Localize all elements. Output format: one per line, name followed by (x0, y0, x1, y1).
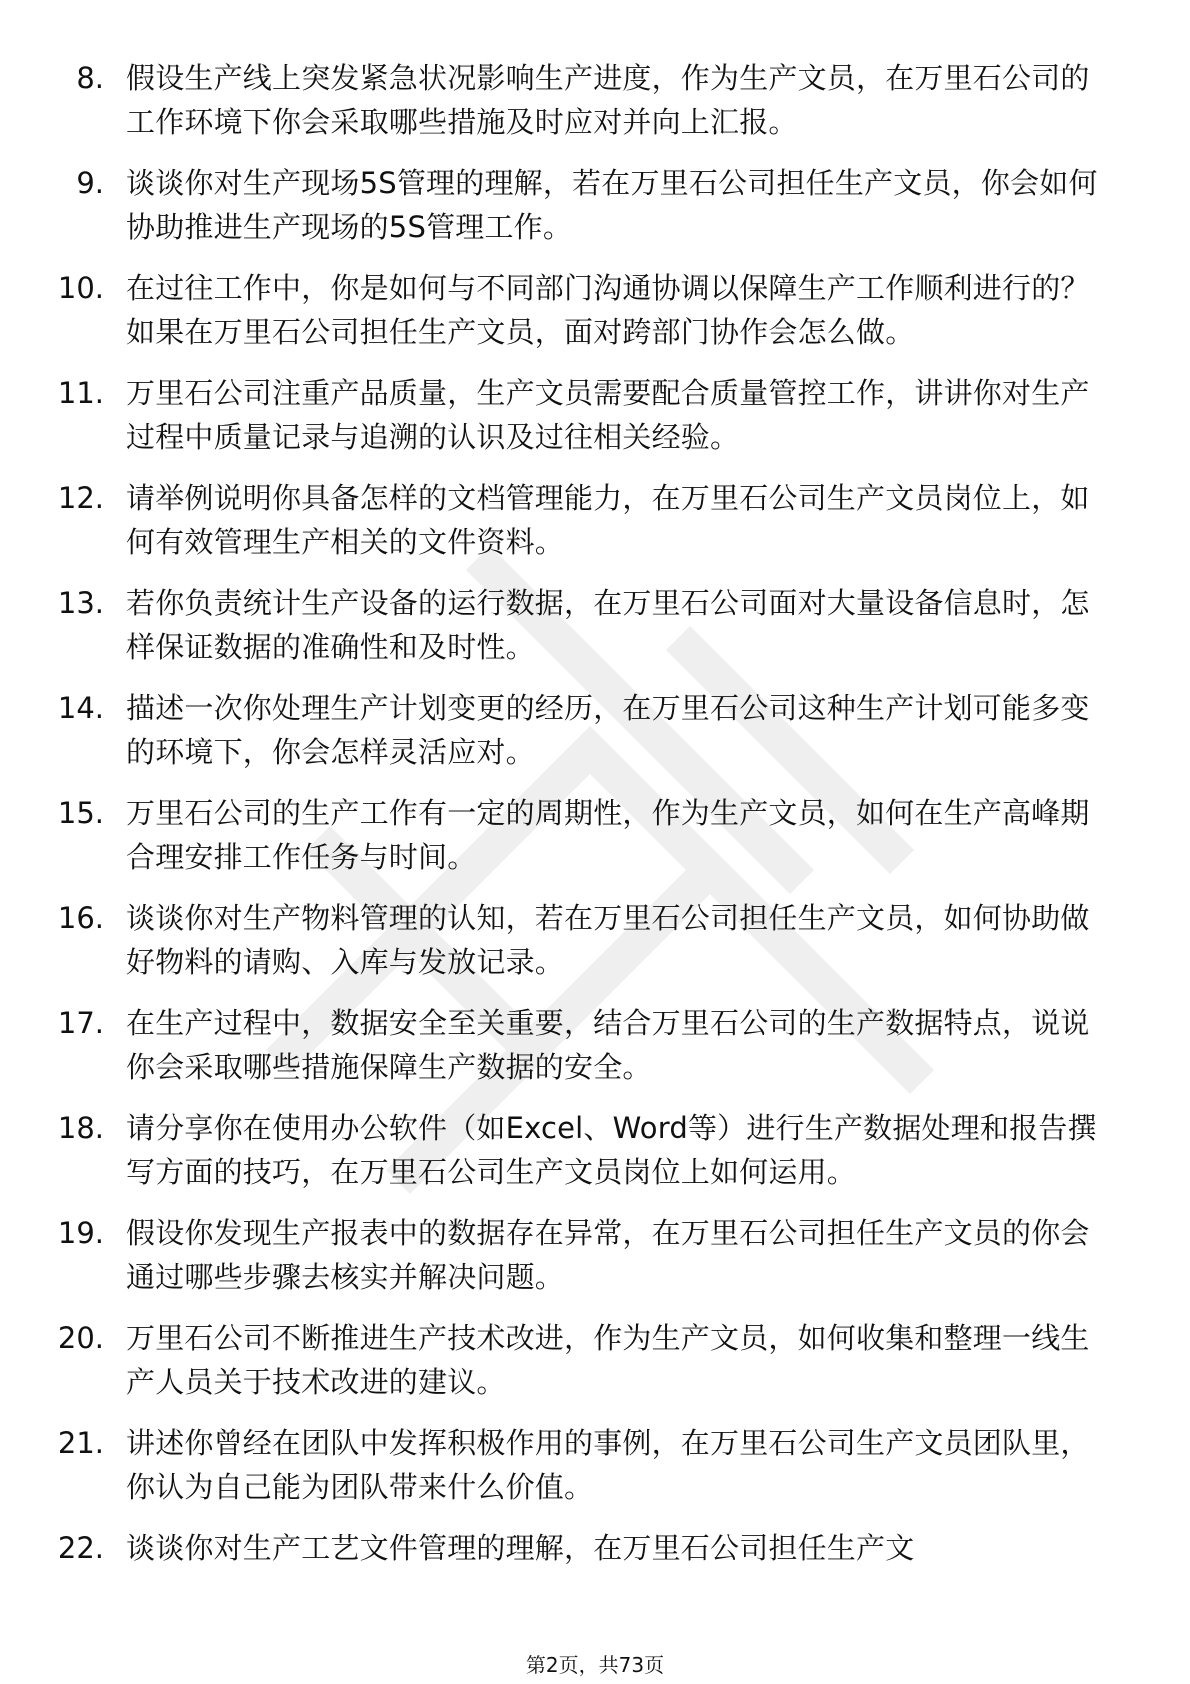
question-number: 22. (57, 1531, 104, 1565)
question-text: 谈谈你对生产物料管理的认知，若在万里石公司担任生产文员，如何协助做好物料的请购、入库与发放记录。 (126, 901, 1090, 979)
list-item (0, 791, 1190, 879)
list-item (0, 1421, 1190, 1509)
question-list (0, 56, 1190, 1587)
question-number: 9. (76, 166, 104, 200)
list-item (0, 56, 1190, 144)
question-text: 讲述你曾经在团队中发挥积极作用的事例，在万里石公司生产文员团队里，你认为自己能为团队带来什么价值。 (126, 1426, 1090, 1504)
list-item (0, 1316, 1190, 1404)
question-number: 17. (57, 1006, 104, 1040)
question-number: 15. (57, 796, 104, 830)
question-text: 在生产过程中，数据安全至关重要，结合万里石公司的生产数据特点，说说你会采取哪些措施保障生产数据的安全。 (126, 1006, 1090, 1084)
page-footer: 第2页，共73页 (525, 1653, 665, 1677)
list-item (0, 1526, 1190, 1570)
question-text: 描述一次你处理生产计划变更的经历，在万里石公司这种生产计划可能多变的环境下，你会怎样灵活应对。 (126, 691, 1090, 769)
list-item (0, 476, 1190, 564)
question-text: 请举例说明你具备怎样的文档管理能力，在万里石公司生产文员岗位上，如何有效管理生产相关的文件资料。 (126, 481, 1090, 559)
question-number: 10. (57, 271, 104, 305)
question-number: 16. (57, 901, 104, 935)
question-text: 谈谈你对生产现场5S管理的理解，若在万里石公司担任生产文员，你会如何协助推进生产现场的5S管理工作。 (126, 166, 1098, 244)
question-number: 8. (76, 61, 104, 95)
list-item (0, 1106, 1190, 1194)
list-item (0, 1211, 1190, 1299)
list-item (0, 1001, 1190, 1089)
question-number: 14. (57, 691, 104, 725)
list-item (0, 161, 1190, 249)
question-text: 假设生产线上突发紧急状况影响生产进度，作为生产文员，在万里石公司的工作环境下你会采取哪些措施及时应对并向上汇报。 (126, 61, 1090, 139)
question-number: 18. (57, 1111, 104, 1145)
question-text: 请分享你在使用办公软件（如Excel、Word等）进行生产数据处理和报告撰写方面的技巧，在万里石公司生产文员岗位上如何运用。 (126, 1111, 1097, 1189)
question-number: 12. (57, 481, 104, 515)
list-item (0, 266, 1190, 354)
question-text: 万里石公司的生产工作有一定的周期性，作为生产文员，如何在生产高峰期合理安排工作任务与时间。 (126, 796, 1090, 874)
question-text: 谈谈你对生产工艺文件管理的理解，在万里石公司担任生产文 (126, 1531, 915, 1565)
question-text: 在过往工作中，你是如何与不同部门沟通协调以保障生产工作顺利进行的？如果在万里石公司担任生产文员，面对跨部门协作会怎么做。 (126, 271, 1090, 349)
question-text: 万里石公司不断推进生产技术改进，作为生产文员，如何收集和整理一线生产人员关于技术改进的建议。 (126, 1321, 1090, 1399)
question-text: 假设你发现生产报表中的数据存在异常，在万里石公司担任生产文员的你会通过哪些步骤去核实并解决问题。 (126, 1216, 1090, 1294)
question-number: 19. (57, 1216, 104, 1250)
question-number: 21. (57, 1426, 104, 1460)
list-item (0, 371, 1190, 459)
question-number: 13. (57, 586, 104, 620)
question-number: 20. (57, 1321, 104, 1355)
list-item (0, 896, 1190, 984)
question-text: 万里石公司注重产品质量，生产文员需要配合质量管控工作，讲讲你对生产过程中质量记录与追溯的认识及过往相关经验。 (126, 376, 1090, 454)
list-item (0, 686, 1190, 774)
question-number: 11. (57, 376, 104, 410)
question-text: 若你负责统计生产设备的运行数据，在万里石公司面对大量设备信息时，怎样保证数据的准确性和及时性。 (126, 586, 1090, 664)
list-item (0, 581, 1190, 669)
